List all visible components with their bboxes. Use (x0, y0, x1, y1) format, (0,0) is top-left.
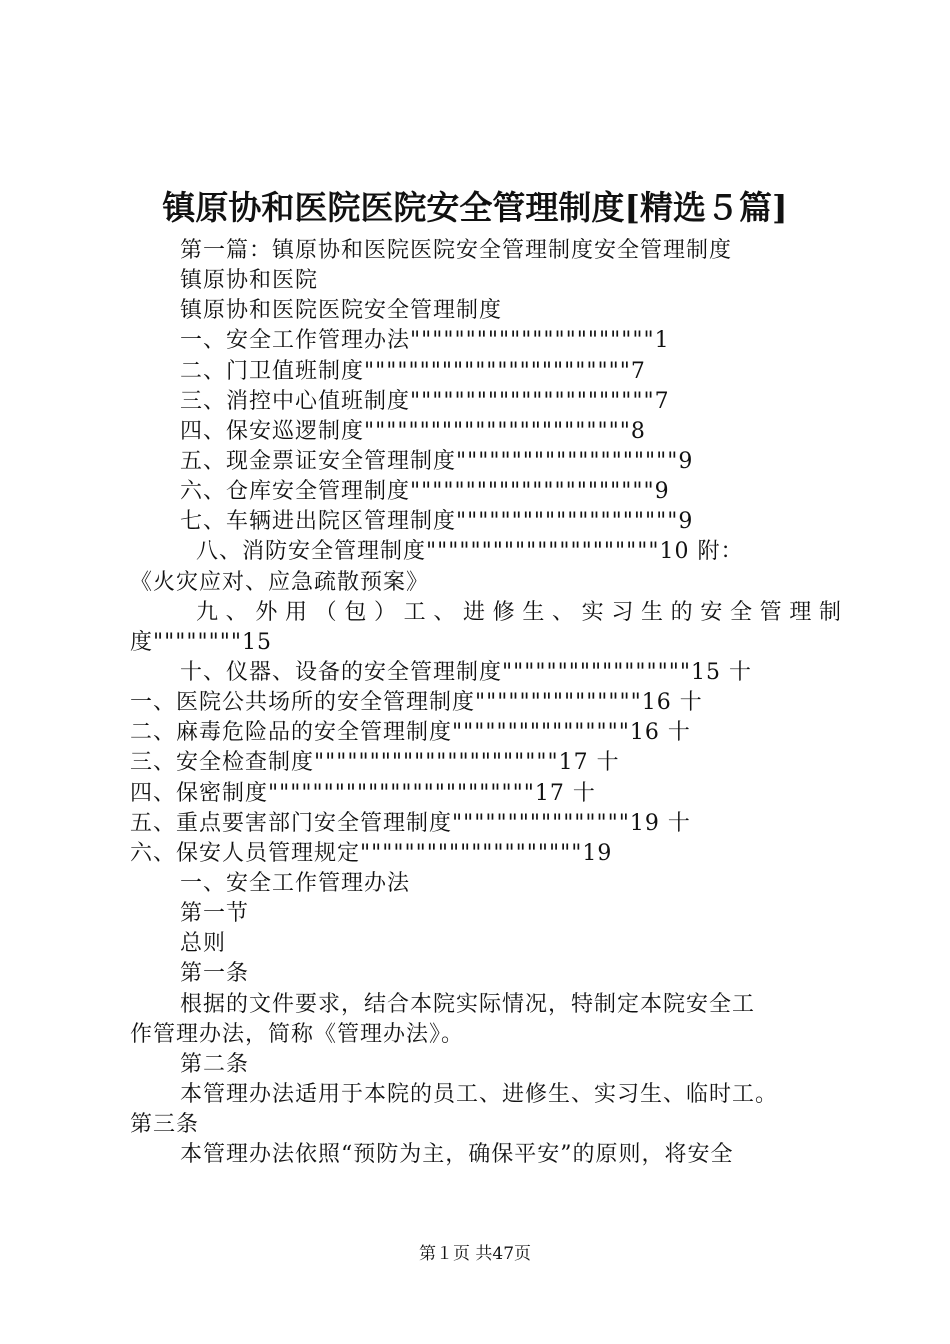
toc-line: 三、安全检查制度""""""""""""""""""""""17 十 (130, 750, 620, 776)
toc-line: 七、车辆进出院区管理制度""""""""""""""""""""9 (180, 509, 694, 535)
toc-line: 四、保密制度""""""""""""""""""""""""17 十 (130, 780, 596, 806)
paragraph-line: 作管理办法，简称《管理办法》。 (130, 1021, 465, 1047)
paragraph-line: 本管理办法适用于本院的员工、进修生、实习生、临时工。 (180, 1081, 779, 1107)
toc-line: 六、仓库安全管理制度""""""""""""""""""""""9 (180, 479, 670, 505)
section-heading: 一、安全工作管理办法 (180, 870, 411, 896)
article-heading: 第三条 (130, 1112, 200, 1138)
toc-line: 九、外用（包）工、进修生、实习生的安全管理制 (196, 599, 842, 625)
paragraph-line: 本管理办法依照“预防为主，确保平安”的原则，将安全 (180, 1142, 734, 1168)
toc-line: 一、医院公共场所的安全管理制度"""""""""""""""16 十 (130, 690, 703, 716)
toc-line: 十、仪器、设备的安全管理制度"""""""""""""""""15 十 (180, 659, 753, 685)
toc-line: 四、保安巡逻制度""""""""""""""""""""""""8 (180, 418, 646, 444)
toc-line: 五、重点要害部门安全管理制度""""""""""""""""19 十 (130, 810, 691, 836)
toc-line: 八、消防安全管理制度"""""""""""""""""""""10 附： (196, 539, 744, 565)
toc-line: 六、保安人员管理规定""""""""""""""""""""19 (130, 840, 613, 866)
toc-line: 五、现金票证安全管理制度""""""""""""""""""""9 (180, 448, 694, 474)
text-line: 镇原协和医院医院安全管理制度 (180, 298, 503, 324)
toc-line: 二、麻毒危险品的安全管理制度""""""""""""""""16 十 (130, 720, 691, 746)
section-heading: 总则 (180, 931, 227, 957)
article-heading: 第一条 (180, 961, 250, 987)
document-title: 镇原协和医院医院安全管理制度[精选５篇] (162, 188, 788, 227)
document-body (130, 236, 842, 1170)
toc-line: 三、消控中心值班制度""""""""""""""""""""""7 (180, 388, 670, 414)
section-heading: 第一节 (180, 901, 250, 927)
article-heading: 第二条 (180, 1051, 250, 1077)
paragraph-line: 根据的文件要求，结合本院实际情况，特制定本院安全工 (180, 991, 756, 1017)
toc-line: 度""""""""15 (130, 629, 272, 655)
page-footer: 第１页 共47页 (418, 1244, 532, 1264)
toc-line: 二、门卫值班制度""""""""""""""""""""""""7 (180, 358, 646, 384)
toc-line: 一、安全工作管理办法""""""""""""""""""""""1 (180, 328, 670, 354)
text-line: 第一篇：镇原协和医院医院安全管理制度安全管理制度 (180, 238, 733, 263)
toc-line: 《火灾应对、应急疏散预案》 (130, 569, 430, 595)
text-line: 镇原协和医院 (180, 268, 319, 294)
